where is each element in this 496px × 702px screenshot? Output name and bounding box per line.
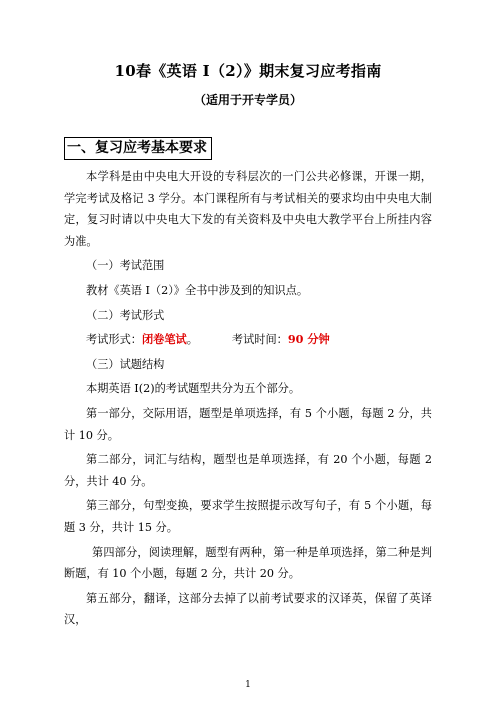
- document-body: [64, 166, 432, 631]
- exam-form-line: [64, 329, 432, 351]
- part-one-paragraph: 第一部分，交际用语，题型是单项选择，有 5 个小题，每题 2 分，共计 10 分。: [64, 406, 432, 442]
- exam-time-label: 考试时间：: [231, 333, 288, 347]
- part-four-paragraph: 第四部分，阅读理解，题型有两种，第一种是单项选择，第二种是判断题，有 10 个小题，每题 2 分，共计 20 分。: [64, 545, 432, 581]
- exam-form-end: 。: [186, 333, 198, 347]
- document-title: 10春《英语 I（2）》期末复习应考指南: [114, 62, 382, 80]
- document-subtitle: （适用于开专学员）: [193, 93, 302, 107]
- subheading-question-structure: （三）试题结构: [86, 357, 165, 371]
- subheading-exam-form: （二）考试形式: [86, 308, 165, 322]
- exam-scope-text: 教材《英语 I（2）》全书中涉及到的知识点。: [86, 283, 309, 297]
- intro-paragraph: 本学科是由中央电大开设的专科层次的一门公共必修课，开课一期，学完考试及格记 3 学分。本门课程所有与考试相关的要求均由中央电大制定，复习时请以中央电大下发的有关资料及中央电大教学平台上所挂内容为准。: [64, 170, 432, 248]
- part-three-paragraph: 第三部分，句型变换，要求学生按照提示改写句子，有 5 个小题，每题 3 分，共计 15 分。: [64, 499, 432, 534]
- part-two-paragraph: 第二部分，词汇与结构，题型也是单项选择，有 20 个小题，每题 2 分，共计 40 分。: [64, 453, 432, 488]
- structure-intro: 本期英语 I(2)的考试题型共分为五个部分。: [86, 382, 301, 396]
- part-five-paragraph: 第五部分，翻译，这部分去掉了以前考试要求的汉译英，保留了英译汉，: [64, 591, 432, 627]
- section-heading-basic-requirements: 一、复习应考基本要求: [64, 137, 212, 160]
- page-number: 1: [245, 680, 251, 690]
- exam-form-value: 闭卷笔试: [141, 332, 187, 347]
- exam-time-value: 90 分钟: [287, 332, 330, 347]
- subheading-exam-scope: （一）考试范围: [86, 259, 165, 273]
- exam-form-label: 考试形式：: [86, 333, 142, 347]
